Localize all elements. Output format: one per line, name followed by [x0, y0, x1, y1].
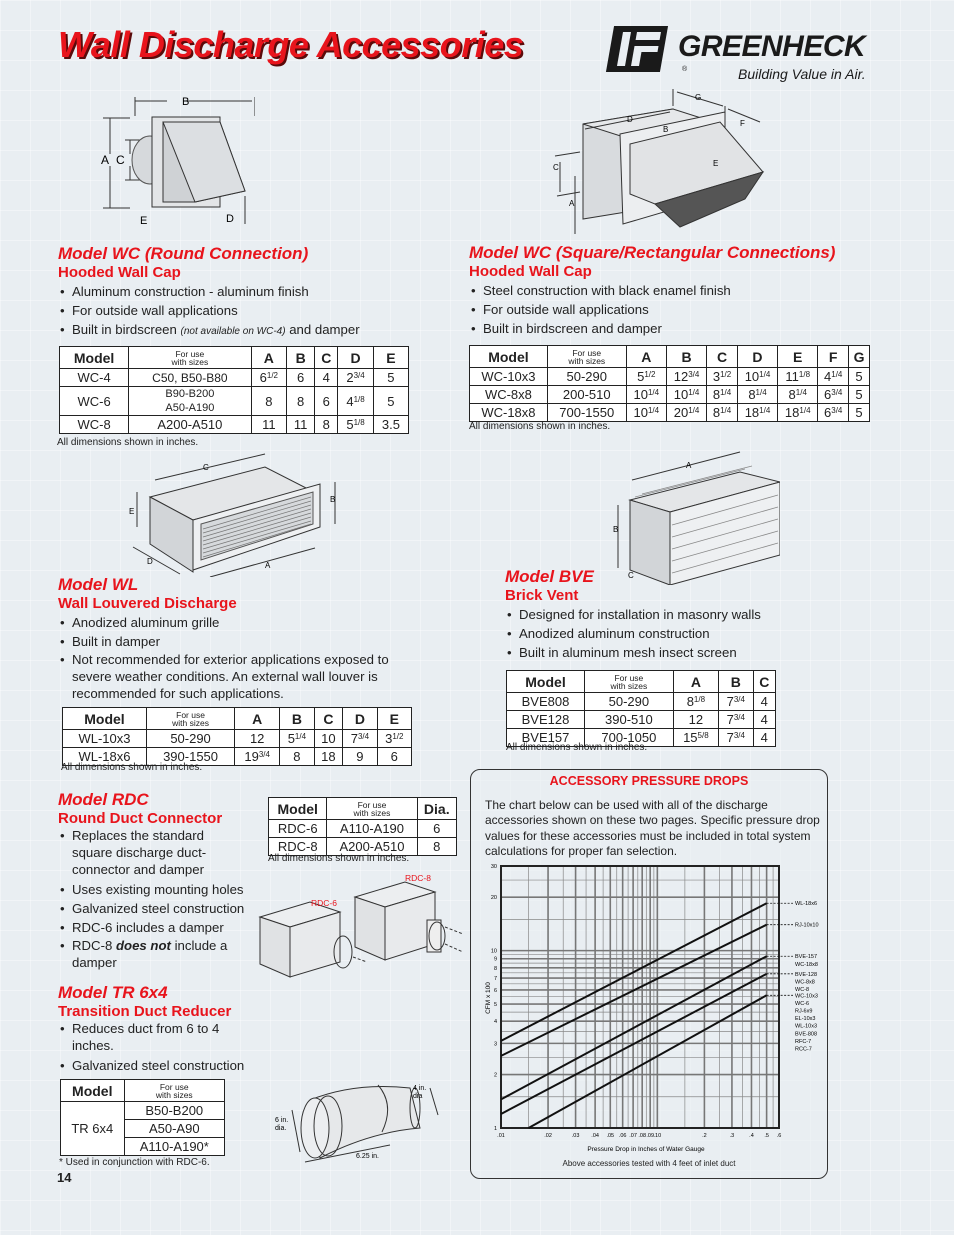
- y-tick-label: 3: [493, 1041, 497, 1048]
- dim-b-label: B: [182, 96, 190, 108]
- dim-b-label: B: [613, 525, 619, 534]
- wc-round-subtitle: Hooded Wall Cap: [58, 264, 181, 281]
- col-header: A: [235, 708, 280, 730]
- dim-c-label: C: [553, 163, 559, 172]
- dim-a-label: A: [101, 153, 110, 167]
- col-header: Model: [269, 798, 327, 820]
- bullet: • Built in damper: [58, 632, 418, 651]
- x-tick-label: .5: [764, 1133, 769, 1139]
- x-tick-label: .03: [571, 1133, 580, 1139]
- dim-f-label: F: [740, 119, 745, 128]
- table-row: WC-18x8 700-1550 $10^{1/4}$ $20^{1/4}$ $8^{1/4}$ $18^{1/4}$ $18^{1/4}$ $6^{3/4}$ 5: [470, 404, 870, 422]
- dim-a-label: A: [265, 561, 271, 570]
- x-tick-label: .02: [544, 1133, 552, 1139]
- wc-round-footnote: All dimensions shown in inches.: [57, 437, 199, 448]
- dim-c-label: C: [203, 463, 209, 472]
- table-row: A50-A90: [61, 1120, 225, 1138]
- dim-e-label: E: [140, 215, 148, 227]
- x-tick-label: .04: [591, 1133, 599, 1139]
- y-tick-label: 10: [490, 948, 497, 955]
- tr-footnote: * Used in conjunction with RDC-6.: [59, 1157, 210, 1168]
- tr-subtitle: Transition Duct Reducer: [58, 1003, 232, 1020]
- col-header: A: [626, 346, 666, 368]
- col-header: C: [314, 708, 343, 730]
- y-tick-label: 5: [493, 1002, 497, 1009]
- col-header: C: [707, 346, 738, 368]
- dim-e-label: E: [713, 159, 719, 168]
- wc-round-bullets: [58, 282, 360, 341]
- table-row: WC-10x3 50-290 $5^{1/2}$ $12^{3/4}$ $3^{1/2}$ $10^{1/4}$ $11^{1/8}$ $4^{1/4}$ 5: [470, 368, 870, 386]
- bve-bullets: [505, 605, 761, 662]
- series-label: RFC-7: [795, 1038, 812, 1045]
- y-tick-label: 20: [490, 895, 497, 902]
- col-header: Model: [60, 347, 129, 369]
- dim-a-label: A: [569, 199, 575, 208]
- wc-square-bullets: [469, 281, 835, 338]
- col-header: E: [373, 347, 408, 369]
- x-tick-label: .05: [606, 1133, 615, 1139]
- wc-square-footnote: All dimensions shown in inches.: [469, 421, 611, 432]
- y-axis-label: CFM x 100: [485, 982, 492, 1014]
- rdc-bullets: [58, 827, 273, 971]
- col-header: E: [778, 346, 818, 368]
- bullet: • Reduces duct from 6 to 4 inches.: [58, 1020, 248, 1054]
- tr-section: [58, 983, 273, 1075]
- dim-b-label: B: [663, 125, 669, 134]
- wc-round-table: [59, 346, 409, 434]
- bullet: • RDC-6 includes a damper: [58, 918, 273, 937]
- series-label: BVE-128: [795, 971, 818, 978]
- rdc-subtitle: Round Duct Connector: [58, 810, 223, 827]
- wc-square-diagram: [545, 84, 795, 239]
- brand-tagline: Building Value in Air.: [738, 66, 866, 82]
- col-header: Model: [61, 1080, 125, 1102]
- wl-subtitle: Wall Louvered Discharge: [58, 595, 237, 612]
- col-header: D: [338, 347, 374, 369]
- y-tick-label: 1: [493, 1126, 497, 1132]
- y-tick-label: 9: [493, 956, 497, 963]
- brand-name: GREENHECK: [678, 30, 866, 63]
- col-header: Dia.: [417, 798, 456, 820]
- x-tick-label: .6: [776, 1133, 782, 1139]
- table-row: BVE157 700-1050 $15^{5/8}$ $7^{3/4}$ 4: [507, 729, 776, 747]
- bullet: • For outside wall applications: [58, 301, 360, 320]
- col-header: E: [377, 708, 411, 730]
- col-header: A: [251, 347, 287, 369]
- x-tick-label: .09: [646, 1133, 655, 1139]
- bullet: • RDC-8 does not include a damper: [58, 937, 238, 971]
- x-tick-label: .06: [618, 1133, 627, 1139]
- x-tick-label: .07: [629, 1133, 637, 1139]
- x-tick-label: .10: [653, 1133, 662, 1139]
- bullet-note: (not available on WC-4): [180, 326, 286, 337]
- col-header: Model: [470, 346, 548, 368]
- col-header-sizes: For use with sizes: [547, 346, 626, 368]
- col-header: B: [666, 346, 706, 368]
- table-row: WL-10x3 50-290 12 $5^{1/4}$ 10 $7^{3/4}$ $3^{1/2}$: [63, 730, 412, 748]
- tr-6in-dia-label: dia.: [275, 1125, 287, 1132]
- rdc-heading: Model RDC: [58, 790, 149, 809]
- bullet: • Aluminum construction - aluminum finish: [58, 282, 360, 301]
- bullet: • Anodized aluminum grille: [58, 613, 418, 632]
- tr-length-label: 6.25 in.: [356, 1153, 379, 1160]
- series-label: EL-10x3: [795, 1016, 816, 1023]
- col-header: B: [280, 708, 314, 730]
- wl-bullets: [58, 613, 418, 702]
- y-tick-label: 30: [490, 864, 497, 870]
- y-tick-label: 6: [493, 987, 497, 994]
- tr-heading: Model TR 6x4: [58, 983, 168, 1002]
- bve-table: [506, 670, 776, 747]
- table-row: WC-6 B90-B200 A50-A190 8 8 6 $4^{1/8}$ 5: [60, 387, 409, 416]
- wl-footnote: All dimensions shown in inches.: [61, 762, 203, 773]
- table-row: WC-8x8 200-510 $10^{1/4}$ $10^{1/4}$ $8^{1/4}$ $8^{1/4}$ $8^{1/4}$ $6^{3/4}$ 5: [470, 386, 870, 404]
- col-header: C: [753, 671, 775, 693]
- rdc-table: [268, 797, 457, 856]
- greenheck-logo: [610, 26, 890, 86]
- x-axis-label: Pressure Drop in Inches of Water Gauge: [587, 1146, 705, 1153]
- series-label: WC-8: [795, 987, 810, 994]
- series-label: BVE-808: [795, 1031, 818, 1038]
- dim-g-label: G: [695, 93, 702, 102]
- col-header-sizes: For use with sizes: [146, 708, 234, 730]
- col-header: C: [315, 347, 338, 369]
- wc-round-heading: Model WC (Round Connection): [58, 244, 309, 263]
- bullet: • For outside wall applications: [469, 300, 835, 319]
- table-row: BVE808 50-290 $8^{1/8}$ $7^{3/4}$ 4: [507, 693, 776, 711]
- tr-4in-label: 4 in.: [413, 1085, 427, 1092]
- wl-table: [62, 707, 412, 766]
- wc-round-diagram: [95, 92, 255, 228]
- bve-diagram: [610, 450, 780, 585]
- chart-note: Above accessories tested with 4 feet of inlet duct: [562, 1159, 736, 1168]
- registered-mark: ®: [682, 66, 688, 73]
- series-label: RJ-10x10: [795, 922, 819, 929]
- dim-b-label: B: [330, 495, 336, 504]
- col-header: Model: [63, 708, 147, 730]
- dim-a-label: A: [686, 461, 692, 470]
- wc-square-heading: Model WC (Square/Rectangular Connections): [469, 243, 836, 262]
- col-header: B: [287, 347, 315, 369]
- rdc6-label: RDC-6: [311, 898, 337, 908]
- col-header-sizes: For use with sizes: [129, 347, 251, 369]
- wl-diagram: [115, 452, 355, 577]
- col-header-sizes: For use with sizes: [585, 671, 674, 693]
- rdc-footnote: All dimensions shown in inches.: [268, 853, 410, 864]
- page-title: Wall Discharge Accessories: [58, 24, 524, 65]
- x-tick-label: .01: [497, 1133, 505, 1139]
- series-label: WC-8x8: [795, 979, 815, 986]
- y-tick-label: 8: [493, 965, 497, 972]
- pressure-drop-chart: [471, 858, 827, 1163]
- dim-e-label: E: [129, 507, 135, 516]
- pressure-drop-panel: [470, 769, 828, 1179]
- table-row: BVE128 390-510 12 $7^{3/4}$ 4: [507, 711, 776, 729]
- col-header-sizes: For use with sizes: [327, 798, 417, 820]
- rdc-section: [58, 790, 273, 973]
- series-label: RCC-7: [795, 1046, 812, 1053]
- bullet: • Not recommended for exterior applications exposed to severe weather conditions. An external wall louver is recommended for such applications.: [58, 651, 418, 702]
- bve-subtitle: Brick Vent: [505, 587, 579, 604]
- page-number: 14: [57, 1170, 72, 1185]
- tr-diagram: [270, 1070, 450, 1165]
- x-tick-label: .3: [729, 1133, 735, 1139]
- table-row: WL-18x6 390-1550 $19^{3/4}$ 8 18 9 6: [63, 748, 412, 766]
- col-header: F: [818, 346, 849, 368]
- bullet-text: Built in birdscreen: [72, 322, 177, 337]
- wc-square-subtitle: Hooded Wall Cap: [469, 263, 592, 280]
- bve-heading: Model BVE: [505, 567, 594, 586]
- x-tick-label: .2: [702, 1133, 707, 1139]
- tr-4in-dia-label: dia: [413, 1093, 423, 1100]
- bullet: • Built in aluminum mesh insect screen: [505, 643, 761, 662]
- table-row: WC-4 C50, B50-B80 $6^{1/2}$ 6 4 $2^{3/4}$ 5: [60, 369, 409, 387]
- wc-square-section: [469, 243, 835, 338]
- y-tick-label: 2: [493, 1072, 497, 1079]
- rdc-diagram: [255, 872, 465, 982]
- series-label: WL-10x3: [795, 1023, 818, 1030]
- dim-d-label: D: [147, 557, 153, 566]
- tr-table: [60, 1079, 225, 1156]
- x-tick-label: .08: [638, 1133, 647, 1139]
- series-line: [529, 995, 767, 1128]
- series-label: BVE-157: [795, 954, 818, 961]
- y-tick-label: 7: [493, 976, 497, 983]
- wc-square-table: [469, 345, 870, 422]
- table-row: A110-A190*: [61, 1138, 225, 1156]
- bve-section: [505, 567, 761, 662]
- dim-c-label: C: [116, 153, 125, 167]
- bullet: • Built in birdscreen and damper: [469, 319, 835, 338]
- col-header: A: [673, 671, 718, 693]
- series-label: WC-6: [795, 1000, 810, 1007]
- series-label: WC-10x3: [795, 993, 818, 1000]
- bullet: [58, 320, 360, 341]
- wl-section: [58, 575, 428, 704]
- bullet: • Uses existing mounting holes: [58, 880, 273, 899]
- col-header: G: [849, 346, 870, 368]
- table-row: RDC-6 A110-A190 6: [269, 820, 457, 838]
- dim-d-label: D: [226, 213, 234, 225]
- bullet: • Designed for installation in masonry walls: [505, 605, 761, 624]
- chart-description: The chart below can be used with all of the discharge accessories shown on these two pages. Specific pressure drop values for these accessories must be included in total system calculations for proper fan selection.: [485, 798, 820, 858]
- bullet: • Replaces the standard square discharge duct-connector and damper: [58, 827, 233, 878]
- bullet: • Steel construction with black enamel finish: [469, 281, 835, 300]
- table-row: RDC-8 A200-A510 8: [269, 838, 457, 856]
- bullet: • Galvanized steel construction: [58, 1056, 273, 1075]
- col-header-sizes: For use with sizes: [124, 1080, 224, 1102]
- x-tick-label: .4: [749, 1133, 754, 1139]
- dim-c-label: C: [628, 571, 634, 580]
- wc-round-section: [58, 244, 360, 341]
- bullet-tail: and damper: [289, 322, 360, 337]
- wl-heading: Model WL: [58, 575, 139, 594]
- greenheck-logo-mark-icon: [606, 26, 668, 72]
- bve-footnote: All dimensions shown in inches.: [506, 742, 648, 753]
- col-header: D: [737, 346, 777, 368]
- dim-d-label: D: [627, 115, 633, 124]
- bullet: • Anodized aluminum construction: [505, 624, 761, 643]
- col-header: B: [719, 671, 754, 693]
- col-header: D: [343, 708, 377, 730]
- rdc8-label: RDC-8: [405, 873, 431, 883]
- table-row: WC-8 A200-A510 11 11 8 $5^{1/8}$ 3.5: [60, 416, 409, 434]
- tr-bullets: [58, 1020, 273, 1075]
- series-label: WC-18x8: [795, 961, 818, 968]
- y-tick-label: 4: [493, 1019, 497, 1026]
- bullet: • Galvanized steel construction: [58, 899, 273, 918]
- chart-title: ACCESSORY PRESSURE DROPS: [549, 774, 749, 788]
- col-header: Model: [507, 671, 585, 693]
- tr-6in-label: 6 in.: [275, 1117, 289, 1124]
- table-row: TR 6x4 B50-B200: [61, 1102, 225, 1120]
- series-label: RJ-6x9: [795, 1008, 813, 1015]
- series-label: WL-18x6: [795, 901, 818, 908]
